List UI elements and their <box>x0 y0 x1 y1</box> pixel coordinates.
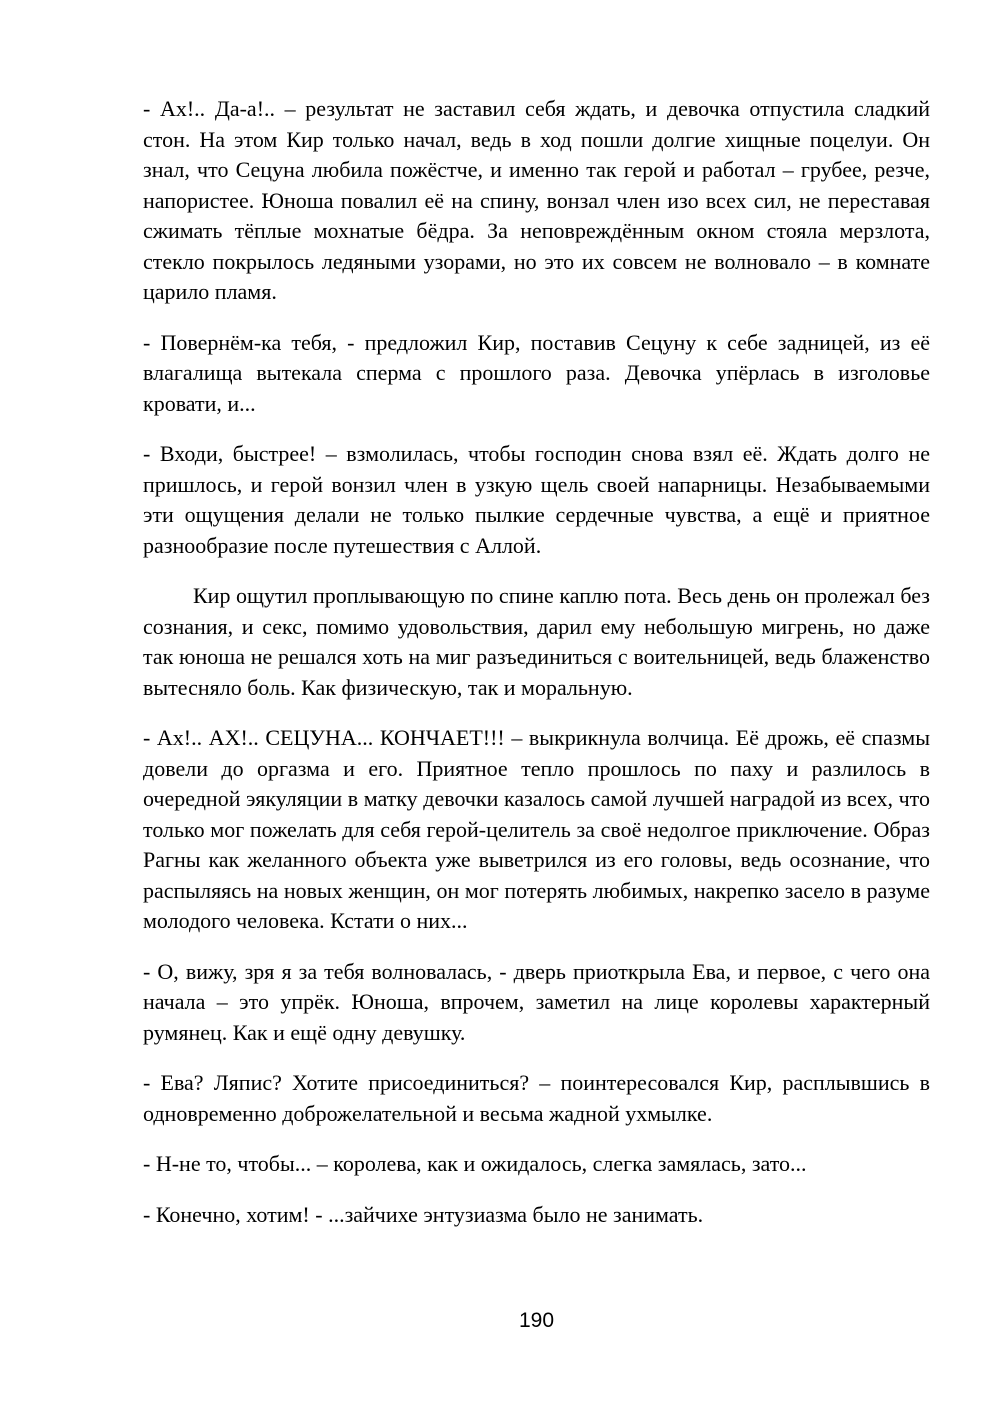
paragraph-8: - Н-не то, чтобы... – королева, как и ожидалось, слегка замялась, зато... <box>143 1151 807 1176</box>
paragraph-9: - Конечно, хотим! - ...зайчихе энтузиазма было не занимать. <box>143 1201 704 1227</box>
page-number: 190 <box>518 1309 555 1332</box>
paragraph-4: Кир ощутил проплывающую по спине каплю пота. Весь день он пролежал без сознания, и секс, помимо удовольствия, дарил ему небольшую мигрень, но даже так юноша не решался хоть на миг разъединиться с воительницей, ведь блаженство вытесняло боль. Как физическую, так и моральную. <box>143 583 930 700</box>
text-block <box>143 94 930 1250</box>
paragraph-1: - Ах!.. Да-а!.. – результат не заставил себя ждать, и девочка отпустила сладкий стон. На этом Кир только начал, ведь в ход пошли долгие хищные поцелуи. Он знал, что Сецуна любила пожёстче, и именно так герой и работал – грубее, резче, напористее. Юноша повалил её на спину, вонзал член изо всех сил, не переставая сжимать тёплые мохнатые бёдра. За неповреждённым окном стояла мерзлота, стекло покрылось ледяными узорами, но это их совсем не волновало – в комнате царило пламя. <box>143 96 930 304</box>
paragraph-6: - О, вижу, зря я за тебя волновалась, - дверь приоткрыла Ева, и первое, с чего она начала – это упрёк. Юноша, впрочем, заметил на лице королевы характерный румянец. Как и ещё одну девушку. <box>143 958 930 1045</box>
paragraph-2: - Повернём-ка тебя, - предложил Кир, поставив Сецуну к себе задницей, из её влагалища вытекала сперма с прошлого раза. Девочка упёрлась в изголовье кровати, и... <box>143 329 930 416</box>
paragraph-7: - Ева? Ляпис? Хотите присоединиться? – поинтересовался Кир, расплывшись в одновременно доброжелательной и весьма жадной ухмылке. <box>143 1070 930 1126</box>
paragraph-5: - Ах!.. АХ!.. СЕЦУНА... КОНЧАЕТ!!! – выкрикнула волчица. Её дрожь, её спазмы довели до оргазма и его. Приятное тепло прошлось по паху и разлилось в очередной эякуляции в матку девочки казалось самой лучшей наградой из всех, что только мог пожелать для себя герой-целитель за своё недолгое приключение. Образ Рагны как желанного объекта уже выветрился из его головы, ведь осознание, что распыляясь на новых женщин, он мог потерять любимых, накрепко засело в разуме молодого человека. Кстати о них... <box>143 725 930 933</box>
paragraph-3: - Входи, быстрее! – взмолилась, чтобы господин снова взял её. Ждать долго не пришлось, и герой вонзил член в узкую щель своей напарницы. Незабываемыми эти ощущения делали не только пылкие сердечные чувства, а ещё и приятное разнообразие после путешествия с Аллой. <box>143 441 930 558</box>
